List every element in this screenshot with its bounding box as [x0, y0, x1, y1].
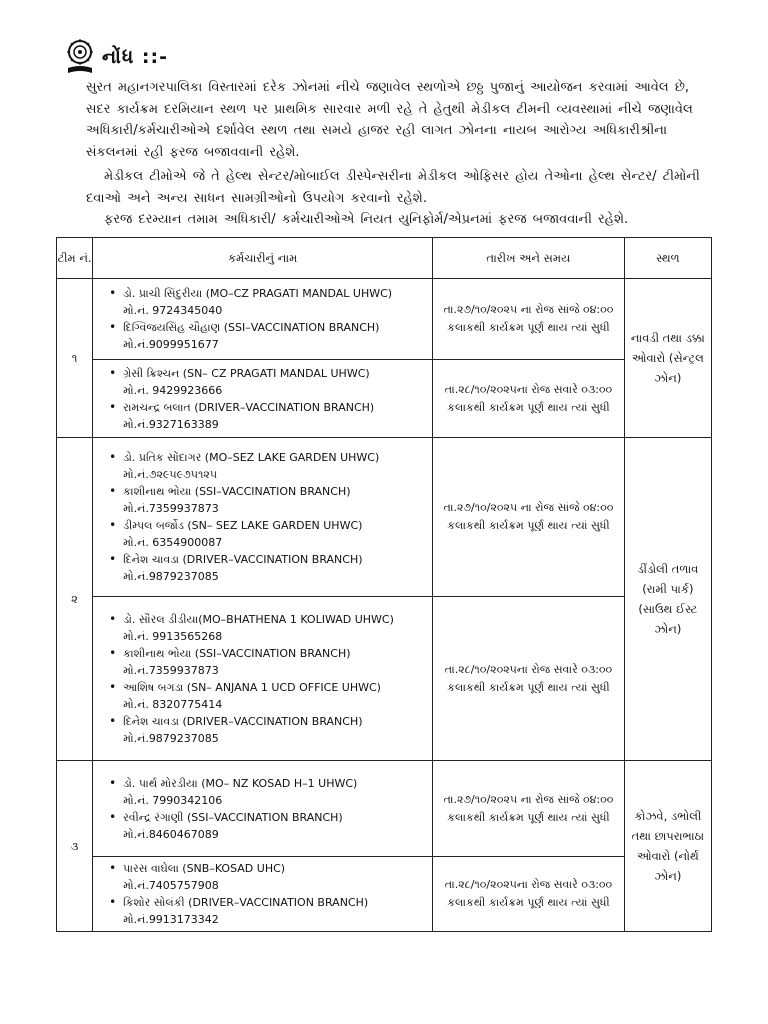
employee-phone: મો.નં.9879237085: [123, 731, 219, 745]
employee-name: ડો. પ્રતિક સોંદાગર (MO–SEZ LAKE GARDEN UHWC): [123, 451, 380, 464]
team-number: ૨: [57, 438, 93, 761]
table-row: [57, 279, 712, 360]
list-item: [109, 399, 432, 433]
intro-paragraph: સુરત મહાનગરપાલિકા વિસ્તારમાં દરેક ઝોનમાં નીચે જણાવેલ સ્થળોએ છઠ્ઠ પુજાનું આયોજન કરવામાં આવેલ છે, સદર કાર્યક્રમ દરમિયાન સ્થળ પર પ્રાથમિક સારવાર મળી રહે તે હેતુથી મેડીકલ ટીમની વ્યવસ્થામાં નીચે જણાવેલ અધિકારી/કર્મચારીઓએ દર્શાવેલ સ્થળ તથા સમયે હાજર રહી લાગત ઝોનના નાયબ આરોગ્ય અધિકારીશ્રીના સંકલનમાં રહી ફરજ બજાવવાની રહેશે.: [86, 80, 693, 160]
employee-phone: મો.નં. 9913565268: [123, 629, 223, 643]
employee-cell: [93, 761, 433, 857]
employee-phone: મો.નં. 9429923666: [123, 383, 223, 397]
employee-phone: મો.નં.7359937873: [123, 502, 219, 515]
place-text: કોઝવે, ડભોલી તથા છાપરાભાઠા ઓવારો (નોર્થ ઝોન): [631, 809, 705, 883]
place-text: નાવડી તથા ડક્કા ઓવારો (સેન્ટ્રલ ઝોન): [630, 331, 705, 385]
list-item: [109, 679, 432, 713]
equipment-paragraph: મેડીકલ ટીમોએ જે તે હેલ્થ સેન્ટર/મોબાઈલ ડીસ્પેન્સરીના મેડીકલ ઓફિસર હોય તેઓના હેલ્થ સેન્ટર/ ટીમોની દવાઓ અને અન્ય સાધન સામગ્રીઓનો ઉપયોગ કરવાનો રહેશે.: [86, 169, 700, 206]
employee-name: ડો. પાર્થ મોરડીયા (MO– NZ KOSAD H–1 UHWC): [123, 776, 358, 790]
employee-name: આશિષ બગડા (SN– ANJANA 1 UCD OFFICE UHWC): [123, 680, 381, 694]
employee-name: કાશીનાથ ભોયા (SSI–VACCINATION BRANCH): [123, 485, 351, 498]
place-cell: [624, 438, 711, 761]
list-item: [109, 645, 432, 679]
date-time-cell: તા.૨૭/૧૦/૨૦૨૫ ના રોજ સાંજે ૦૪:૦૦ કલાકથી કાર્યક્રમ પૂર્ણ થાય ત્યાં સુધી: [433, 279, 625, 360]
employee-name: ડો. સૌરલ ડીડીયા(MO–BHATHENA 1 KOLIWAD UHWC): [123, 612, 394, 626]
table-header-row: [57, 238, 712, 279]
employee-phone: મો.નં.૭૨૯૫૯૭૫૧૨૫: [123, 468, 218, 481]
table-row: [57, 438, 712, 597]
list-item: [109, 483, 432, 517]
header-team: ટીમ નં.: [57, 238, 93, 279]
employee-phone: મો.નં. 8320775414: [123, 697, 223, 711]
list-item: [109, 285, 432, 319]
page-heading: નોંધ ::-: [102, 46, 169, 68]
list-item: [109, 517, 432, 551]
employee-name: કાશીનાથ ભોયા (SSI–VACCINATION BRANCH): [123, 646, 351, 660]
employee-phone: મો.નં.9327163389: [123, 417, 219, 431]
employee-phone: મો.નં.9913173342: [123, 913, 219, 926]
employee-name: ડો. પ્રાચી સિંદુરીયા (MO–CZ PRAGATI MANDAL UHWC): [123, 287, 393, 300]
place-text: ડીંડોલી તળાવ (રામી પાર્ક) (સાઉથ ઈસ્ટ ઝોન): [637, 562, 699, 636]
employee-cell: [93, 360, 433, 438]
date-time-cell: તા.૨૮/૧૦/૨૦૨૫ના રોજ સવારે ૦૩:૦૦ કલાકથી કાર્યક્રમ પૂર્ણ થાય ત્યાં સુધી: [433, 597, 625, 761]
place-cell: [624, 279, 711, 438]
note-header: [64, 38, 168, 76]
emblem-icon: [64, 38, 96, 76]
table-row: [57, 597, 712, 761]
employee-cell: [93, 597, 433, 761]
employee-name: રવીન્દ્ર રંગાણી (SSI–VACCINATION BRANCH): [123, 810, 343, 824]
employee-phone: મો.નં.9099951677: [123, 338, 219, 351]
list-item: [109, 449, 432, 483]
team-number: ૩: [57, 761, 93, 932]
table-row: [57, 857, 712, 932]
date-time-cell: તા.૨૭/૧૦/૨૦૨૫ ના રોજ સાંજે ૦૪:૦૦ કલાકથી કાર્યક્રમ પૂર્ણ થાય ત્યાં સુધી: [433, 761, 625, 857]
employee-cell: [93, 279, 433, 360]
employee-phone: મો.નં.8460467089: [123, 827, 219, 841]
duty-table: [56, 237, 712, 932]
employee-name: દિનેશ ચાવડા (DRIVER–VACCINATION BRANCH): [123, 714, 363, 728]
employee-cell: [93, 857, 433, 932]
table-row: [57, 761, 712, 857]
team-number: ૧: [57, 279, 93, 438]
employee-cell: [93, 438, 433, 597]
employee-name: દિનેશ ચાવડા (DRIVER–VACCINATION BRANCH): [123, 553, 363, 566]
header-datetime: તારીખ અને સમય: [433, 238, 625, 279]
list-item: [109, 551, 432, 585]
header-place: સ્થળ: [624, 238, 711, 279]
employee-name: કિશોર સોલંકી (DRIVER–VACCINATION BRANCH): [123, 896, 369, 909]
employee-phone: મો.નં.7359937873: [123, 663, 219, 677]
employee-phone: મો.નં.9879237085: [123, 570, 219, 583]
list-item: [109, 365, 432, 399]
date-time-cell: તા.૨૮/૧૦/૨૦૨૫ના રોજ સવારે ૦૩:૦૦ કલાકથી કાર્યક્રમ પૂર્ણ થાય ત્યાં સુધી: [433, 360, 625, 438]
employee-phone: મો.નં.7405757908: [123, 879, 219, 892]
employee-name: પારસ વાઘેલા (SNB–KOSAD UHC): [123, 862, 286, 875]
employee-phone: મો.નં. 9724345040: [123, 304, 223, 317]
employee-name: ડીમ્પલ બર્જોડ (SN– SEZ LAKE GARDEN UHWC): [123, 519, 363, 532]
list-item: [109, 775, 432, 809]
table-row: [57, 360, 712, 438]
list-item: [109, 713, 432, 747]
list-item: [109, 894, 432, 928]
list-item: [109, 611, 432, 645]
employee-phone: મો.નં. 6354900087: [123, 536, 223, 549]
employee-name: દિગ્વિજયસિંહ ચૌહાણ (SSI–VACCINATION BRANCH): [123, 321, 380, 334]
employee-name: ગ્રેસી ક્રિશ્ચન (SN– CZ PRAGATI MANDAL UHWC): [123, 366, 370, 380]
date-time-cell: તા.૨૭/૧૦/૨૦૨૫ ના રોજ સાંજે ૦૪:૦૦ કલાકથી કાર્યક્રમ પૂર્ણ થાય ત્યાં સુધી: [433, 438, 625, 597]
place-cell: [624, 761, 711, 932]
header-employee: કર્મચારીનું નામ: [93, 238, 433, 279]
list-item: [109, 319, 432, 353]
employee-phone: મો.નં. 7990342106: [123, 793, 223, 807]
employee-name: રામચન્દ્ર બલાત (DRIVER–VACCINATION BRANCH): [123, 400, 375, 414]
date-time-cell: તા.૨૮/૧૦/૨૦૨૫ના રોજ સવારે ૦૩:૦૦ કલાકથી કાર્યક્રમ પૂર્ણ થાય ત્યાં સુધી: [433, 857, 625, 932]
list-item: [109, 860, 432, 894]
list-item: [109, 809, 432, 843]
uniform-paragraph: ફરજ દરમ્યાન તમામ અધિકારી/ કર્મચારીઓએ નિયત યુનિફોર્મ/એપ્રનમાં ફરજ બજાવવાની રહેશે.: [104, 212, 629, 227]
